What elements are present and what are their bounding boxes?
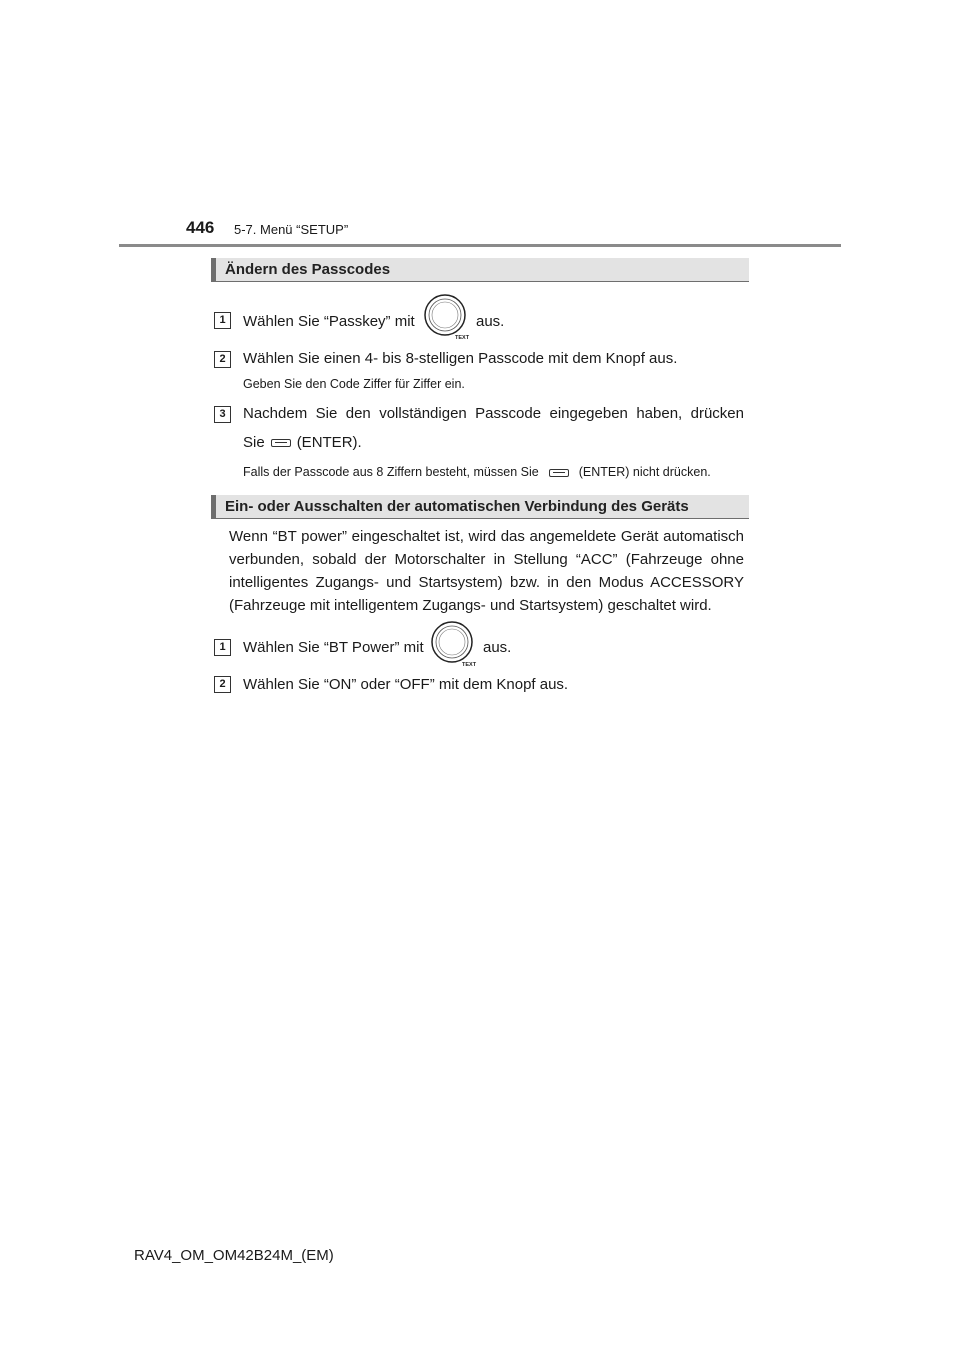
step-number: 3 [214, 406, 231, 423]
step-text: Nachdem Sie den vollständigen Passcode eingegeben haben, drücken [243, 405, 744, 422]
step-text: Wählen Sie “ON” oder “OFF” mit dem Knopf aus. [243, 676, 569, 693]
step-note: Geben Sie den Code Ziffer für Ziffer ein. [243, 377, 465, 391]
knob-label: TEXT [462, 662, 477, 668]
page-number: 446 [186, 218, 215, 237]
header-divider [119, 244, 841, 247]
section-title: Ändern des Passcodes [225, 261, 391, 278]
step-note: Falls der Passcode aus 8 Ziffern besteht, müssen Sie (ENTER) nicht drücken. [243, 465, 711, 479]
step-text: Wählen Sie “BT Power” mit [243, 639, 424, 656]
enter-button-icon [549, 469, 569, 477]
step-number: 1 [214, 639, 231, 656]
step-text-end: aus. [483, 639, 512, 656]
section-heading-auto-connect [211, 495, 749, 519]
step-number: 2 [214, 351, 231, 368]
step-number: 1 [214, 312, 231, 329]
step-text-end: aus. [476, 313, 505, 330]
step-text: Wählen Sie einen 4- bis 8-stelligen Passcode mit dem Knopf aus. [243, 350, 678, 367]
intro-paragraph: Wenn “BT power” eingeschaltet ist, wird das angemeldete Gerät automatisch verbunden, sobald der Motorschalter in Stellung “ACC” (Fahrzeuge ohne intelligentes Zugangs- und Startsystem) bzw. in den Modus ACCESSORY (Fahrzeuge mit intelligentem Zugangs- und Startsystem) geschaltet wird. [229, 528, 744, 614]
step-text-line2: Sie (ENTER). [243, 434, 362, 451]
step-number: 2 [214, 676, 231, 693]
tune-knob-icon [423, 293, 471, 341]
enter-button-icon [271, 439, 291, 447]
section-heading-change-passcode [211, 258, 749, 282]
knob-label: TEXT [455, 335, 470, 341]
section-title: Ein- oder Ausschalten der automatischen Verbindung des Geräts [225, 498, 689, 515]
chapter-title: 5-7. Menü “SETUP” [234, 222, 349, 237]
tune-knob-icon [430, 620, 478, 668]
step-text: Wählen Sie “Passkey” mit [243, 313, 415, 330]
document-code: RAV4_OM_OM42B24M_(EM) [134, 1247, 334, 1264]
